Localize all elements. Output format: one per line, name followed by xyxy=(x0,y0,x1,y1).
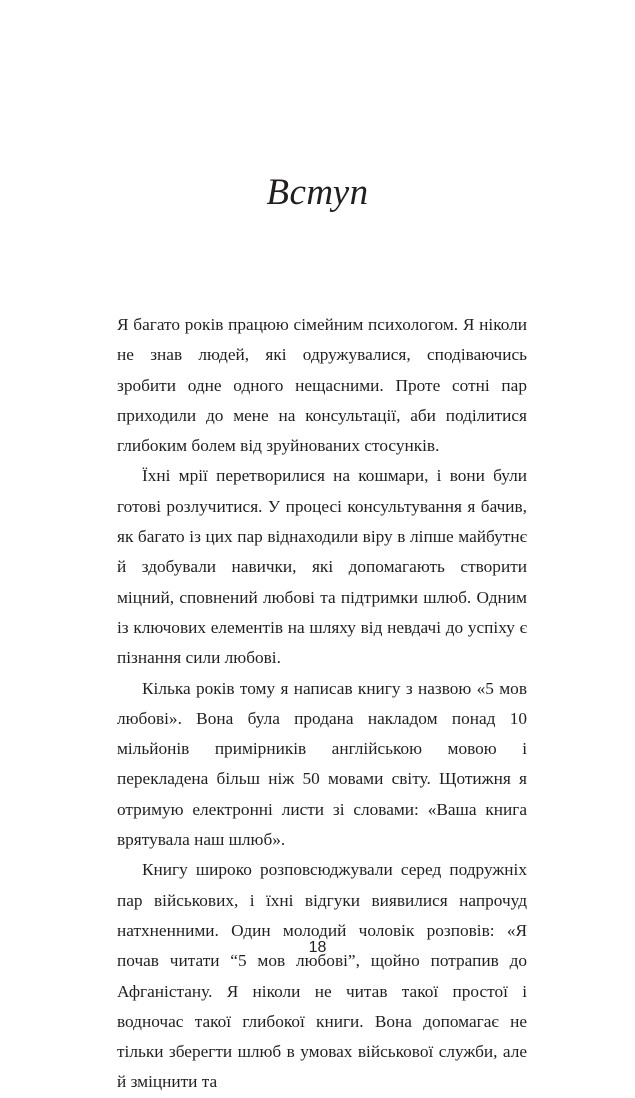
paragraph-2: Їхні мрії перетворилися на кошмари, і вони були готові розлучитися. У процесі консультування я бачив, як багато із цих пар віднаходили віру в ліпше майбутнє й здобували навички, які допомагають створити міцний, сповнений любові та підтримки шлюб. Одним із ключових елементів на шляху від невдачі до успіху є пізнання сили любові. xyxy=(117,466,527,668)
paragraph-1: Я багато років працюю сімейним психологом. Я ніколи не знав людей, які одружувалися, сподіваючись зробити одне одного нещасними. Проте сотні пар приходили до мене на консультації, аби поділитися глибоким болем від зруйнованих стосунків. xyxy=(117,315,527,456)
paragraph-3: Кілька років тому я написав книгу з назвою «5 мов любові». Вона була продана накладом понад 10 мільйонів примірників англійською мовою і перекладена більш ніж 50 мовами світу. Щотижня я отримую електронні листи зі словами: «Ваша книга врятувала наш шлюб». xyxy=(117,678,527,850)
paragraph-4: Книгу широко розповсюджували серед подружніх пар військових, і їхні відгуки виявилися напрочуд натхненними. Один молодий чоловік розповів: «Я почав читати “5 мов любові”, щойно потрапив до Афганістану. Я ніколи не читав такої простої і водночас такої глибокої книги. Вона допомагає не тільки зберегти шлюб в умовах військової служби, але й зміцнити та xyxy=(117,860,527,1092)
page-number: 18 xyxy=(308,939,327,956)
body-text xyxy=(117,310,527,1098)
chapter-title: Вступ xyxy=(266,172,369,213)
